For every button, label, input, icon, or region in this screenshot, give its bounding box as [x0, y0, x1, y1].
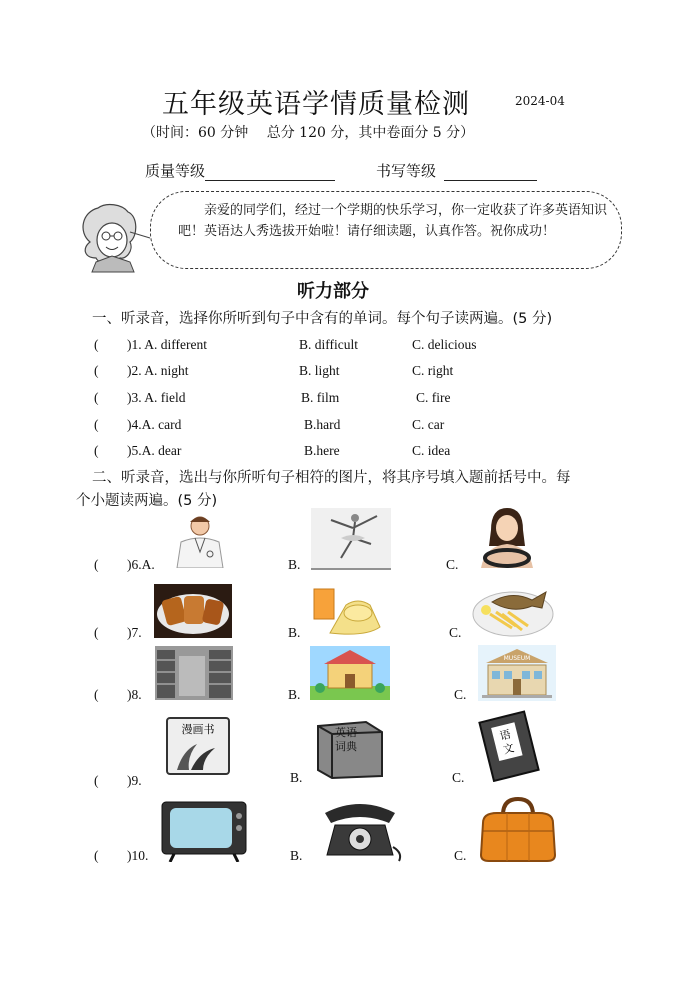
q9-option-b: B.	[290, 770, 303, 785]
chinese-book-label-line2: 文	[501, 741, 516, 757]
q3-option-b: B. film	[301, 390, 340, 405]
answer-paren[interactable]: (	[94, 848, 99, 863]
q10-label: )10.	[127, 848, 149, 863]
bag-picture	[477, 795, 559, 863]
answer-paren[interactable]: (	[94, 773, 99, 788]
listening-section-title: 听力部分	[297, 281, 369, 302]
comic-book-picture	[163, 716, 233, 776]
chinese-book-picture	[474, 710, 546, 782]
tv-picture	[160, 800, 248, 862]
writing-grade	[376, 160, 537, 181]
comic-book-label: 漫画书	[181, 723, 215, 736]
quality-label: 质量等级	[145, 162, 206, 180]
q7-label: )7.	[127, 625, 142, 640]
q7-option-b: B.	[288, 625, 301, 640]
quality-grade	[145, 160, 335, 181]
answer-paren[interactable]: (	[94, 557, 99, 572]
writing-label: 书写等级	[376, 162, 437, 180]
teacher-cartoon-icon	[76, 202, 154, 274]
library-picture	[155, 646, 233, 700]
q6-option-c: C.	[446, 557, 459, 572]
q5-option-c: C. idea	[412, 443, 451, 458]
part1-instruction: 一、听录音，选择你所听到句子中含有的单词。每个句子读两遍。(5 分)	[92, 311, 553, 327]
writing-blank[interactable]	[444, 164, 537, 181]
answer-paren[interactable]: (	[94, 390, 99, 405]
part2-instruction-line1: 二、听录音，选出与你所听句子相符的图片，将其序号填入题前括号中。每	[92, 470, 571, 486]
english-dictionary-picture	[312, 718, 386, 780]
q2-option-a: )2. A. night	[127, 363, 189, 378]
fried-food-picture	[154, 584, 232, 638]
chinese-book-label-line1: 语	[498, 727, 513, 743]
q1-option-c: C. delicious	[412, 337, 477, 352]
exam-date: 2024-04	[515, 94, 565, 108]
q9-option-c: C.	[452, 770, 465, 785]
ballet-dancer-picture	[311, 508, 391, 570]
q5-option-a: )5.A. dear	[127, 443, 182, 458]
q10-option-b: B.	[290, 848, 303, 863]
q8-label: )8.	[127, 687, 142, 702]
q6-label: )6.A.	[127, 557, 155, 572]
q3-option-c: C. fire	[416, 390, 451, 405]
juice-bread-picture	[310, 583, 384, 639]
q1-option-b: B. difficult	[299, 337, 358, 352]
q2-option-b: B. light	[299, 363, 340, 378]
answer-paren[interactable]: (	[94, 625, 99, 640]
answer-paren[interactable]: (	[94, 337, 99, 352]
answer-paren[interactable]: (	[94, 687, 99, 702]
telephone-picture	[315, 797, 405, 863]
answer-paren[interactable]: (	[94, 443, 99, 458]
school-picture	[310, 646, 390, 700]
q7-option-c: C.	[449, 625, 462, 640]
q8-option-c: C.	[454, 687, 467, 702]
quality-blank[interactable]	[205, 164, 335, 181]
dictionary-label-line1: 英语	[335, 726, 357, 739]
part2-instruction-line2: 个小题读两遍。(5 分)	[76, 493, 218, 509]
q4-option-b: B.hard	[304, 417, 341, 432]
intro-message: 亲爱的同学们，经过一个学期的快乐学习，你一定收获了许多英语知识吧！英语达人秀选拔开始啦！请仔细读题，认真作答。祝你成功！	[178, 203, 608, 239]
doctor-picture	[165, 512, 235, 568]
q5-option-b: B.here	[304, 443, 340, 458]
q4-option-a: )4.A. card	[127, 417, 182, 432]
q6-option-b: B.	[288, 557, 301, 572]
q10-option-c: C.	[454, 848, 467, 863]
museum-picture	[478, 645, 556, 701]
dictionary-label-line2: 词典	[335, 740, 357, 753]
q3-option-a: )3. A. field	[127, 390, 186, 405]
driver-picture	[471, 506, 543, 568]
museum-sign: MUSEUM	[503, 655, 531, 662]
answer-paren[interactable]: (	[94, 417, 99, 432]
q8-option-b: B.	[288, 687, 301, 702]
page-title: 五年级英语学情质量检测	[162, 89, 470, 120]
answer-paren[interactable]: (	[94, 363, 99, 378]
fish-fries-picture	[472, 580, 554, 638]
q2-option-c: C. right	[412, 363, 454, 378]
q1-option-a: )1. A. different	[127, 337, 207, 352]
q9-label: )9.	[127, 773, 142, 788]
exam-subtitle: （时间：60 分钟 总分 120 分，其中卷面分 5 分）	[142, 125, 475, 141]
q4-option-c: C. car	[412, 417, 445, 432]
